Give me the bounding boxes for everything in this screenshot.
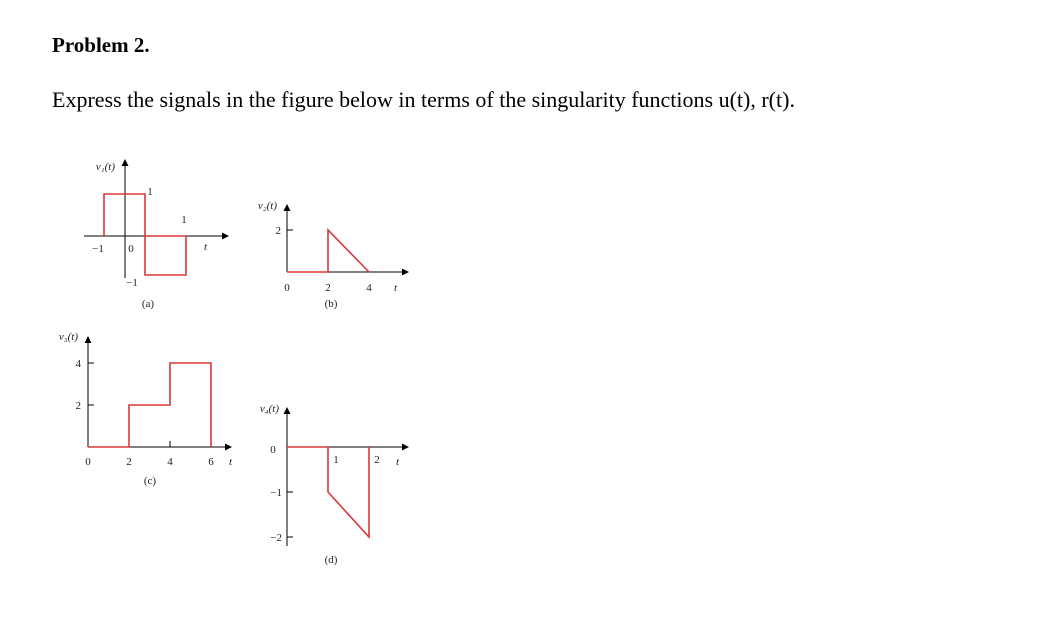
plot-c-ylabel: v₃(t) [58,331,78,343]
plot-a-waveform [104,194,186,275]
plot-c [59,331,233,487]
plot-c-xtick-label: 6 [208,456,214,468]
plot-c-y-arrow [85,336,92,343]
plot-b [258,200,409,310]
plot-d [260,403,409,566]
plot-d-ytick-label: −2 [270,532,282,544]
plot-d-ylabel: v₄(t) [259,403,279,415]
plot-d-caption: (d) [324,554,338,566]
plot-b-caption: (b) [324,298,338,310]
plot-b-y-arrow [284,204,291,211]
plot-a-y-arrow [122,159,129,166]
plot-a-xtick-label: 1 [181,214,187,226]
plot-b-ytick-label: 2 [275,225,281,237]
plot-c-xlabel: t [229,456,233,468]
plot-b-xtick-label: 0 [284,282,290,294]
plot-d-waveform [287,447,369,537]
plot-c-xtick-label: 2 [126,456,132,468]
plot-c-xtick-label: 0 [85,456,91,468]
plot-d-xlabel: t [396,456,400,468]
plot-d-y-arrow [284,407,291,414]
plot-a-caption: (a) [141,298,155,310]
plot-b-xtick-label: 4 [366,282,372,294]
plot-a [84,159,229,310]
plot-a-xlabel: t [204,241,208,253]
plot-d-xtick-label: 0 [270,444,276,456]
plot-d-ytick-label: −1 [270,487,282,499]
plot-b-waveform [287,230,369,272]
plot-a-ytick-label: −1 [126,277,138,289]
plot-c-x-arrow [225,444,232,451]
plot-a-ylabel: v₁(t) [95,161,115,173]
plot-b-xtick-label: 2 [325,282,331,294]
plot-b-x-arrow [402,269,409,276]
problem-prompt: Express the signals in the figure below in terms of the singularity functions u(t), r(t). [52,87,795,112]
plot-a-ytick-label: 1 [147,186,153,198]
plot-d-xtick-label: 2 [374,454,380,466]
plot-a-x-arrow [222,233,229,240]
plot-c-ytick-label: 4 [75,358,81,370]
problem-title: Problem 2. [52,33,150,57]
plot-b-ylabel: v₂(t) [257,200,277,212]
plot-c-ytick-label: 2 [75,400,81,412]
plot-c-waveform [88,363,211,447]
plot-d-x-arrow [402,444,409,451]
plot-c-caption: (c) [143,475,157,487]
plot-a-xtick-label: −1 [92,243,104,255]
plot-a-xtick-label: 0 [128,243,134,255]
plot-d-xtick-label: 1 [333,454,339,466]
plot-b-xlabel: t [394,282,398,294]
plot-c-xtick-label: 4 [167,456,173,468]
